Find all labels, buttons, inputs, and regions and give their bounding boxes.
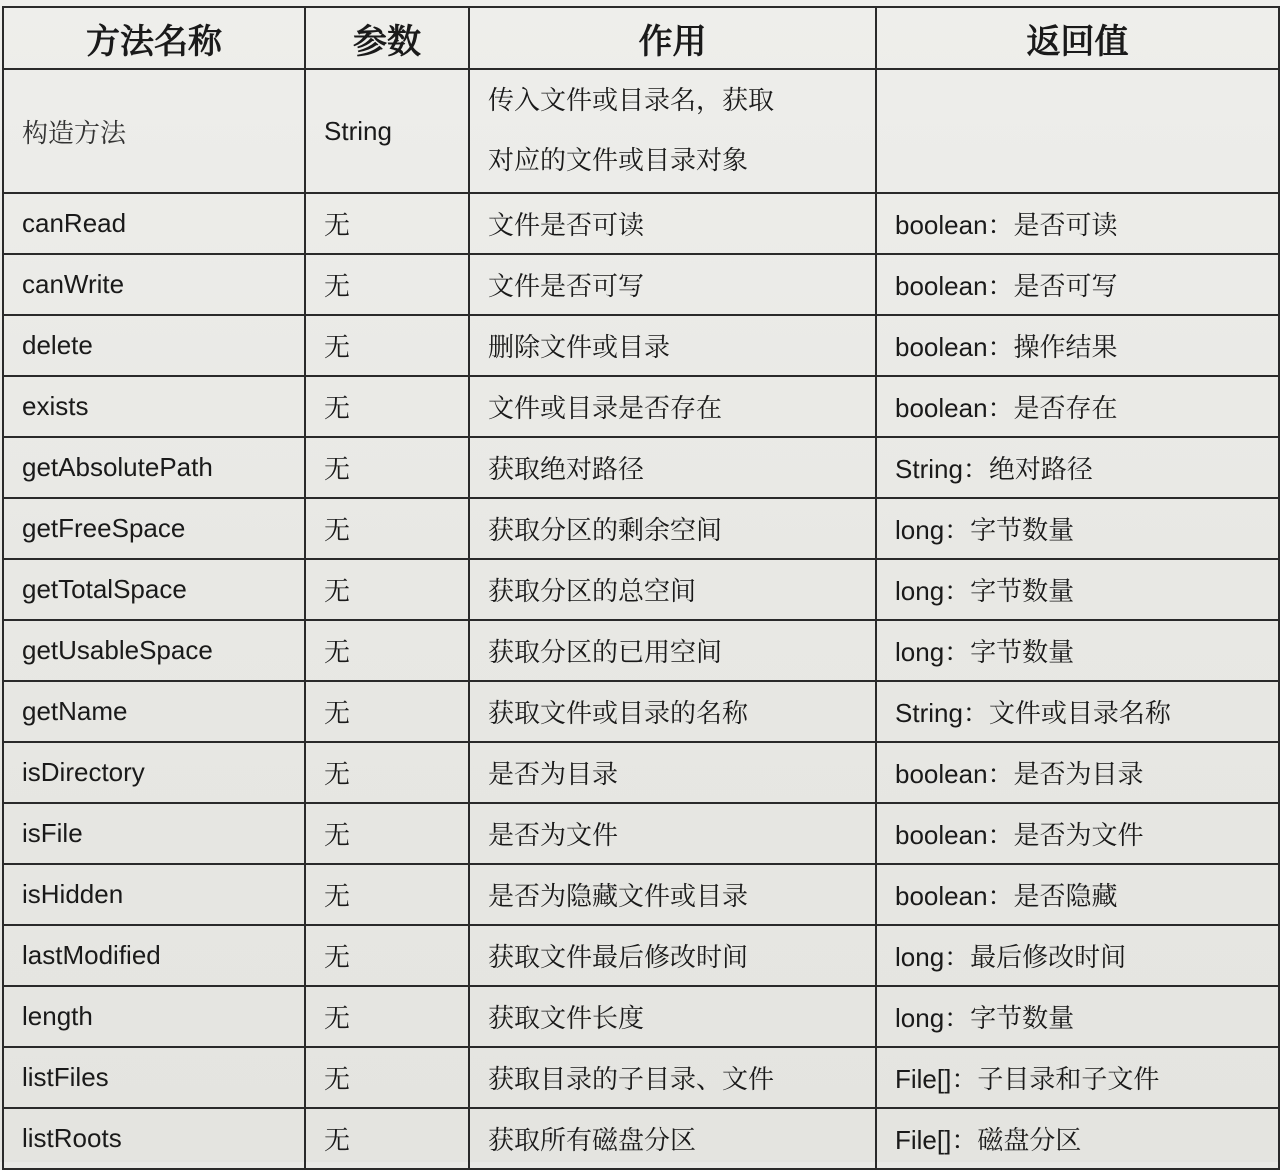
purpose-cell: 获取文件或目录的名称: [469, 681, 876, 742]
return-type: File[]：: [895, 1125, 978, 1155]
header-method-name: 方法名称: [3, 7, 305, 69]
return-value-cell: [876, 559, 1279, 620]
param-cell: 无: [305, 925, 469, 986]
param-cell: 无: [305, 681, 469, 742]
method-name-cell: canWrite: [3, 254, 305, 315]
table-row: [3, 925, 1279, 986]
param-cell: 无: [305, 986, 469, 1047]
param-cell: 无: [305, 803, 469, 864]
purpose-cell: 获取绝对路径: [469, 437, 876, 498]
return-description: 是否可读: [1013, 211, 1118, 241]
param-cell: 无: [305, 315, 469, 376]
return-description: 是否隐藏: [1013, 882, 1118, 912]
purpose-cell: 是否为隐藏文件或目录: [469, 864, 876, 925]
return-description: 操作结果: [1013, 333, 1118, 363]
return-description: 磁盘分区: [977, 1126, 1082, 1156]
header-params: 参数: [305, 7, 469, 69]
return-value-cell: [876, 254, 1279, 315]
param-cell: 无: [305, 254, 469, 315]
table-row: [3, 315, 1279, 376]
return-value-cell: [876, 925, 1279, 986]
return-value-cell: [876, 193, 1279, 254]
return-value-cell: [876, 376, 1279, 437]
table-row: [3, 376, 1279, 437]
method-name-cell: getAbsolutePath: [3, 437, 305, 498]
purpose-cell: 文件或目录是否存在: [469, 376, 876, 437]
table-row: [3, 559, 1279, 620]
return-description: 文件或目录名称: [988, 699, 1171, 729]
header-return-value: 返回值: [876, 7, 1279, 69]
method-name-cell: isDirectory: [3, 742, 305, 803]
purpose-cell: [469, 69, 876, 193]
param-cell: 无: [305, 193, 469, 254]
purpose-cell: 文件是否可读: [469, 193, 876, 254]
table-row: [3, 620, 1279, 681]
purpose-cell: 文件是否可写: [469, 254, 876, 315]
return-type: boolean：: [895, 210, 1014, 240]
method-name-cell: lastModified: [3, 925, 305, 986]
return-value-cell: [876, 69, 1279, 193]
method-name-cell: getTotalSpace: [3, 559, 305, 620]
return-value-cell: [876, 681, 1279, 742]
table-row-constructor: [3, 69, 1279, 193]
method-name-cell: isFile: [3, 803, 305, 864]
param-cell: String: [305, 69, 469, 193]
return-description: 绝对路径: [988, 455, 1093, 485]
purpose-cell: 获取分区的已用空间: [469, 620, 876, 681]
return-description: 是否可写: [1013, 272, 1118, 302]
method-name-cell: getName: [3, 681, 305, 742]
return-value-cell: [876, 803, 1279, 864]
param-cell: 无: [305, 559, 469, 620]
return-value-cell: [876, 620, 1279, 681]
purpose-cell: 获取所有磁盘分区: [469, 1108, 876, 1169]
table-row: [3, 1047, 1279, 1108]
table-row: [3, 1108, 1279, 1169]
method-name-cell: canRead: [3, 193, 305, 254]
method-name-cell: getUsableSpace: [3, 620, 305, 681]
method-name-cell: getFreeSpace: [3, 498, 305, 559]
purpose-cell: 是否为文件: [469, 803, 876, 864]
return-type: long：: [895, 942, 971, 972]
return-value-cell: [876, 742, 1279, 803]
table-row: [3, 498, 1279, 559]
return-description: 子目录和子文件: [977, 1065, 1160, 1095]
return-description: 是否为文件: [1013, 821, 1144, 851]
purpose-cell: 获取分区的剩余空间: [469, 498, 876, 559]
param-cell: 无: [305, 437, 469, 498]
return-description: 字节数量: [970, 638, 1075, 668]
return-type: String：: [895, 454, 989, 484]
param-cell: 无: [305, 1108, 469, 1169]
file-methods-table: [2, 6, 1280, 1170]
param-cell: 无: [305, 498, 469, 559]
return-type: boolean：: [895, 759, 1014, 789]
return-type: boolean：: [895, 820, 1014, 850]
method-name-cell: length: [3, 986, 305, 1047]
return-type: long：: [895, 576, 971, 606]
return-value-cell: [876, 498, 1279, 559]
return-value-cell: [876, 315, 1279, 376]
return-value-cell: [876, 986, 1279, 1047]
purpose-line: 对应的文件或目录对象: [488, 146, 749, 176]
return-description: 是否为目录: [1013, 760, 1144, 790]
return-value-cell: [876, 864, 1279, 925]
header-purpose: 作用: [469, 7, 876, 69]
return-type: boolean：: [895, 332, 1014, 362]
param-cell: 无: [305, 864, 469, 925]
purpose-cell: 获取文件最后修改时间: [469, 925, 876, 986]
return-description: 是否存在: [1013, 394, 1118, 424]
table-row: [3, 742, 1279, 803]
purpose-cell: 获取目录的子目录、文件: [469, 1047, 876, 1108]
return-value-cell: [876, 1108, 1279, 1169]
return-type: boolean：: [895, 393, 1014, 423]
return-value-cell: [876, 1047, 1279, 1108]
param-cell: 无: [305, 742, 469, 803]
purpose-cell: 是否为目录: [469, 742, 876, 803]
table-row: [3, 803, 1279, 864]
method-name-cell: listRoots: [3, 1108, 305, 1169]
return-type: boolean：: [895, 881, 1014, 911]
return-type: boolean：: [895, 271, 1014, 301]
table-row: [3, 437, 1279, 498]
return-type: long：: [895, 515, 971, 545]
method-name-cell: 构造方法: [3, 69, 305, 193]
method-name-cell: isHidden: [3, 864, 305, 925]
return-description: 最后修改时间: [970, 943, 1127, 973]
purpose-cell: 获取文件长度: [469, 986, 876, 1047]
method-name-cell: listFiles: [3, 1047, 305, 1108]
param-cell: 无: [305, 620, 469, 681]
param-cell: 无: [305, 376, 469, 437]
return-type: long：: [895, 637, 971, 667]
table-row: [3, 254, 1279, 315]
table-row: [3, 986, 1279, 1047]
return-description: 字节数量: [970, 516, 1075, 546]
return-description: 字节数量: [970, 1004, 1075, 1034]
table-row: [3, 864, 1279, 925]
table-header-row: [3, 7, 1279, 69]
method-name-cell: exists: [3, 376, 305, 437]
table-row: [3, 193, 1279, 254]
param-cell: 无: [305, 1047, 469, 1108]
return-type: String：: [895, 698, 989, 728]
purpose-cell: 删除文件或目录: [469, 315, 876, 376]
return-description: 字节数量: [970, 577, 1075, 607]
purpose-cell: 获取分区的总空间: [469, 559, 876, 620]
method-name-cell: delete: [3, 315, 305, 376]
purpose-line: 传入文件或目录名，获取: [488, 86, 775, 116]
return-type: File[]：: [895, 1064, 978, 1094]
table-row: [3, 681, 1279, 742]
return-value-cell: [876, 437, 1279, 498]
return-type: long：: [895, 1003, 971, 1033]
